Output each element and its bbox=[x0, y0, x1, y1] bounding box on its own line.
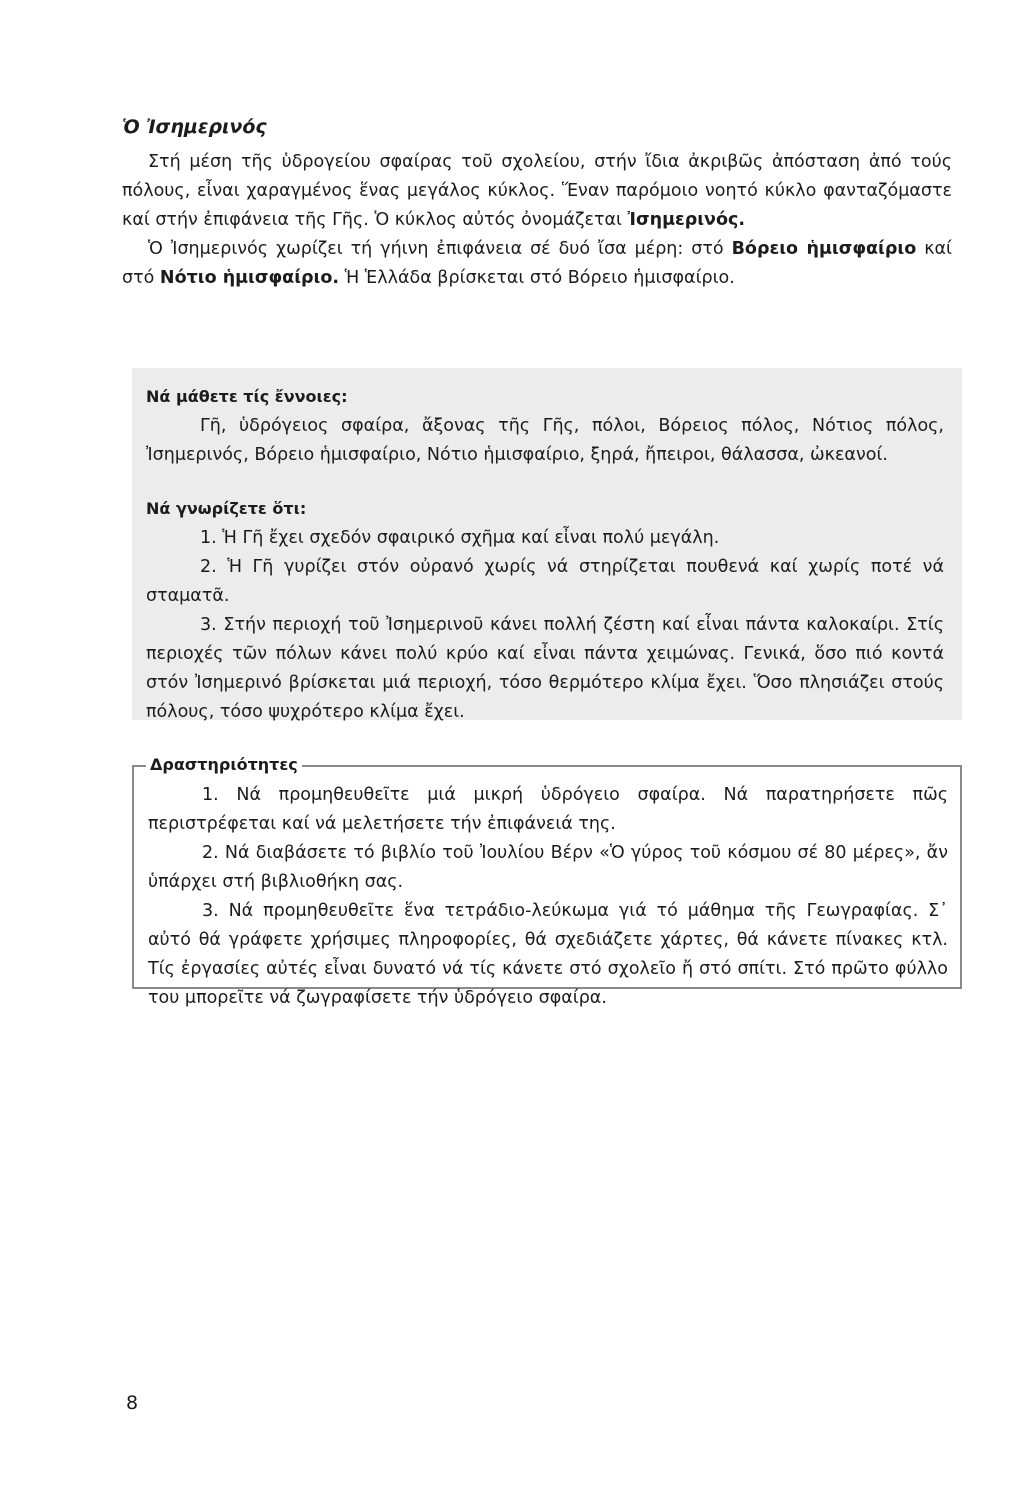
learn-heading: Νά μάθετε τίς ἔννοιες: bbox=[146, 387, 348, 406]
section-title: Ὁ Ἰσημερινός bbox=[122, 116, 267, 138]
summary-box bbox=[132, 368, 962, 720]
intro-text bbox=[122, 148, 952, 293]
activities-box bbox=[132, 755, 962, 1008]
activities-heading: Δραστηριότητες bbox=[146, 754, 302, 776]
page-number: 8 bbox=[126, 1392, 139, 1414]
learn-text: Γῆ, ὑδρόγειος σφαίρα, ἄξονας τῆς Γῆς, πόλοι, Βόρειος πόλος, Νότιος πόλος, Ἰσημερινός, Βόρειο ἡμισφαίριο, Νότιο ἡμισφαίριο, ξηρά, ἤπειροι, θάλασσα, ὠκεανοί. bbox=[146, 416, 944, 465]
intro-paragraph-2-a: Ὁ Ἰσημερινός χωρίζει τή γήινη ἐπιφάνεια σέ δυό ἴσα μέρη: στό bbox=[148, 239, 724, 259]
know-heading: Νά γνωρίζετε ὅτι: bbox=[146, 499, 307, 518]
term-southern-hemisphere: Νότιο ἡμισφαίριο. bbox=[159, 268, 340, 288]
know-item: 2. Ἡ Γῆ γυρίζει στόν οὐρανό χωρίς νά στηρίζεται πουθενά καί χωρίς ποτέ νά σταματᾶ. bbox=[146, 557, 944, 606]
know-item: 1. Ἡ Γῆ ἔχει σχεδόν σφαιρικό σχῆμα καί εἶναι πολύ μεγάλη. bbox=[200, 528, 720, 548]
intro-paragraph-1-text: Στή μέση τῆς ὑδρογείου σφαίρας τοῦ σχολείου, στήν ἴδια ἀκριβῶς ἀπόσταση ἀπό τούς πόλους, εἶναι χαραγμένος ἕνας μεγάλος κύκλος. Ἕναν παρόμοιο νοητό κύκλο φανταζόμαστε καί στήν ἐπιφάνεια τῆς Γῆς. Ὁ κύκλος αὐτός ὀνομάζεται bbox=[122, 152, 952, 230]
activity-item: 1. Νά προμηθευθεῖτε μιά μικρή ὑδρόγειο σφαίρα. Νά παρατηρήσετε πῶς περιστρέφεται καί νά μελετήσετε τήν ἐπιφάνειά της. bbox=[148, 785, 948, 834]
learn-block bbox=[146, 386, 944, 470]
intro-paragraph-2-d: Ἡ Ἑλλάδα βρίσκεται στό Βόρειο ἡμισφαίριο. bbox=[344, 268, 735, 288]
term-northern-hemisphere: Βόρειο ἡμισφαίριο bbox=[731, 239, 917, 259]
activities-list bbox=[148, 781, 948, 1013]
know-item: 3. Στήν περιοχή τοῦ Ἰσημερινοῦ κάνει πολλή ζέστη καί εἶναι πάντα καλοκαίρι. Στίς περιοχές τῶν πόλων κάνει πολύ κρύο καί εἶναι πάντα χειμώνας. Γενικά, ὅσο πιό κοντά στόν Ἰσημερινό βρίσκεται μιά περιοχή, τόσο θερμότερο κλίμα ἔχει. Ὅσο πλησιάζει στούς πόλους, τόσο ψυχρότερο κλίμα ἔχει. bbox=[146, 615, 944, 722]
activity-item: 3. Νά προμηθευθεῖτε ἕνα τετράδιο-λεύκωμα γιά τό μάθημα τῆς Γεωγραφίας. Σ᾽ αὐτό θά γράφετε χρήσιμες πληροφορίες, θά σχεδιάζετε χάρτες, θά κάνετε πίνακες κτλ. Τίς ἐργασίες αὐτές εἶναι δυνατό νά τίς κάνετε στό σχολεῖο ἤ στό σπίτι. Στό πρῶτο φύλλο του μπορεῖτε νά ζωγραφίσετε τήν ὑδρόγειο σφαίρα. bbox=[148, 901, 948, 1008]
intro-paragraph-2-c: καί στό bbox=[122, 239, 952, 288]
intro-paragraph-2 bbox=[122, 235, 952, 293]
term-equator: Ἰσημερινός. bbox=[627, 210, 746, 230]
activity-item: 2. Νά διαβάσετε τό βιβλίο τοῦ Ἰουλίου Βέρν «Ὁ γύρος τοῦ κόσμου σέ 80 μέρες», ἄν ὑπάρχει στή βιβλιοθήκη σας. bbox=[148, 843, 948, 892]
know-block bbox=[146, 498, 944, 727]
intro-paragraph-1 bbox=[122, 148, 952, 235]
